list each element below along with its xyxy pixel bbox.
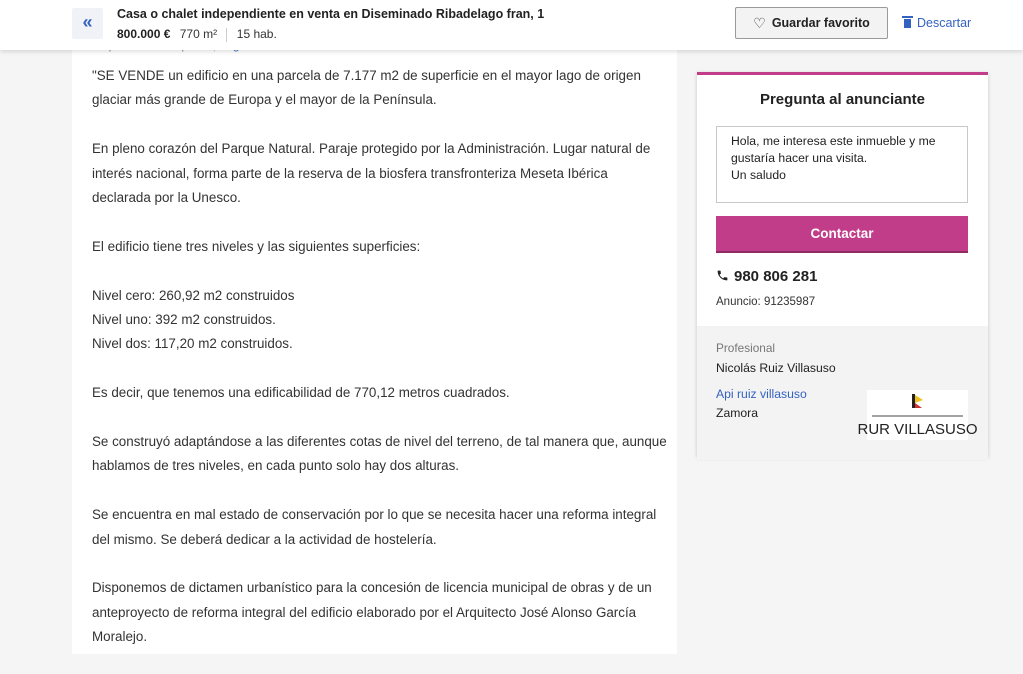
description-line: Nivel dos: 117,20 m2 construidos.: [92, 336, 293, 352]
description-paragraph: Disponemos de dictamen urbanístico para la concesión de licencia municipal de obras y de un anteproyecto de reforma integral del edificio elaborado por el Arquitecto José Alonso García Moralejo.: [92, 580, 652, 645]
save-favorite-label: Guardar favorito: [771, 16, 870, 30]
description-text: [92, 64, 667, 674]
description-paragraph: "SE VENDE un edificio en una parcela de 7.177 m2 de superficie en el mayor lago de origen glaciar más grande de Europa y el mayor de la Península.: [92, 68, 641, 108]
professional-info: [697, 326, 988, 460]
description-paragraph: Se construyó adaptándose a las diferentes cotas de nivel del terreno, de tal manera que, aunque hablamos de tres niveles, en cada punto solo hay dos alturas.: [92, 434, 667, 474]
listing-price: 800.000 €: [117, 27, 171, 41]
heart-icon: ♡: [753, 14, 766, 31]
description-line: Nivel uno: 392 m2 construidos.: [92, 312, 276, 328]
listing-area: 770 m²: [179, 27, 218, 41]
listing-description-panel: [72, 0, 677, 654]
listing-title: Casa o chalet independiente en venta en Diseminado Ribadelago fran, 1: [117, 7, 545, 21]
discard-label: Descartar: [917, 16, 972, 30]
summary-divider: [226, 28, 227, 42]
listing-summary: [117, 27, 277, 42]
double-chevron-left-icon: «: [82, 12, 93, 32]
trash-icon: [904, 19, 911, 28]
contact-advertiser-card: [697, 72, 988, 457]
description-line: Nivel cero: 260,92 m2 construidos: [92, 287, 295, 303]
ad-reference: Anuncio: 91235987: [716, 296, 816, 308]
listing-rooms: 15 hab.: [236, 27, 277, 41]
phone-number: 980 806 281: [734, 268, 818, 285]
save-favorite-button[interactable]: [735, 7, 888, 39]
message-textarea[interactable]: Hola, me interesa este inmueble y me gustaría hacer una visita. Un saludo: [716, 126, 968, 203]
sticky-header: [0, 0, 1023, 50]
description-paragraph: El edificio tiene tres niveles y las siguientes superficies:: [92, 238, 421, 254]
agency-logo-text: RUR VILLASUSO: [857, 421, 978, 438]
description-paragraph: En pleno corazón del Parque Natural. Paraje protegido por la Administración. Lugar natural de interés nacional, forma parte de la reserva de la biosfera transfronteriza Meseta Ibérica declarada por la Unesco.: [92, 141, 651, 206]
description-paragraph: Es decir, que tenemos una edificabilidad de 770,12 metros cuadrados.: [92, 385, 510, 401]
phone-number-link[interactable]: [716, 268, 817, 285]
contact-card-title: Pregunta al anunciante: [759, 91, 926, 108]
agency-city: Zamora: [716, 406, 758, 420]
professional-name: Nicolás Ruiz Villasuso: [716, 361, 836, 375]
phone-icon: [716, 269, 729, 285]
contact-button[interactable]: Contactar: [716, 216, 968, 253]
description-paragraph: Se encuentra en mal estado de conservación por lo que se necesita hacer una reforma integral del mismo. Se deberá dedicar a la actividad de hostelería.: [92, 507, 657, 547]
discard-button[interactable]: [904, 16, 971, 30]
professional-label: Profesional: [716, 341, 776, 355]
agency-link[interactable]: Api ruiz villasuso: [716, 387, 807, 401]
agency-logo[interactable]: [857, 390, 978, 440]
back-button[interactable]: [72, 8, 103, 39]
